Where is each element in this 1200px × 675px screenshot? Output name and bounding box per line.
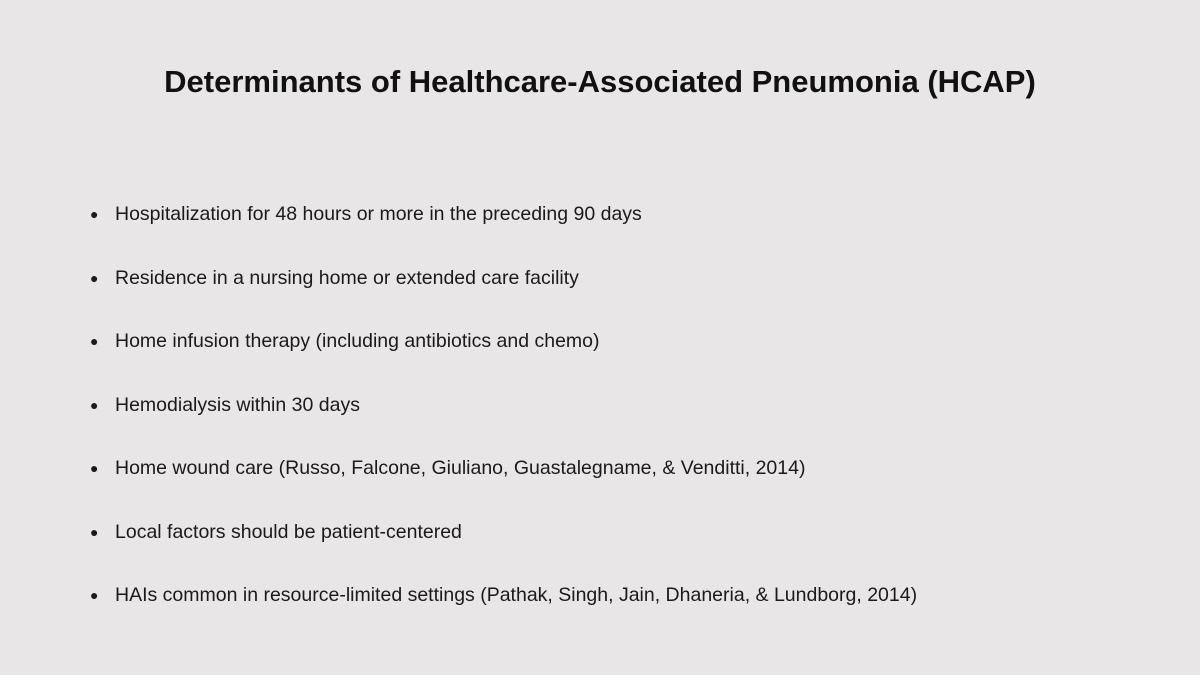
bullet-dot-icon: ● xyxy=(90,523,99,540)
list-item-text: HAIs common in resource-limited settings (Pathak, Singh, Jain, Dhaneria, & Lundborg, 2014) xyxy=(115,584,918,606)
list-item-text: Home infusion therapy (including antibiotics and chemo) xyxy=(115,330,600,352)
bullet-dot-icon: ● xyxy=(90,396,99,413)
list-item xyxy=(90,579,917,643)
list-item-text: Hospitalization for 48 hours or more in the preceding 90 days xyxy=(115,203,642,225)
list-item xyxy=(90,389,917,453)
bullet-dot-icon: ● xyxy=(90,587,99,603)
bullet-dot-icon: ● xyxy=(90,269,99,286)
list-item xyxy=(90,198,917,262)
bullet-list xyxy=(90,198,917,643)
list-item-text: Hemodialysis within 30 days xyxy=(115,393,360,416)
list-item xyxy=(90,325,917,389)
bullet-dot-icon: ● xyxy=(90,333,99,349)
bullet-dot-icon: ● xyxy=(90,460,99,476)
list-item-text: Local factors should be patient-centered xyxy=(115,520,462,543)
slide-title: Determinants of Healthcare-Associated Pneumonia (HCAP) xyxy=(164,64,1036,99)
bullet-dot-icon: ● xyxy=(90,206,99,222)
list-item xyxy=(90,452,917,516)
list-item xyxy=(90,262,917,326)
list-item-text: Home wound care (Russo, Falcone, Giuliano, Guastalegname, & Venditti, 2014) xyxy=(115,457,806,479)
list-item xyxy=(90,516,917,580)
list-item-text: Residence in a nursing home or extended care facility xyxy=(115,266,579,289)
